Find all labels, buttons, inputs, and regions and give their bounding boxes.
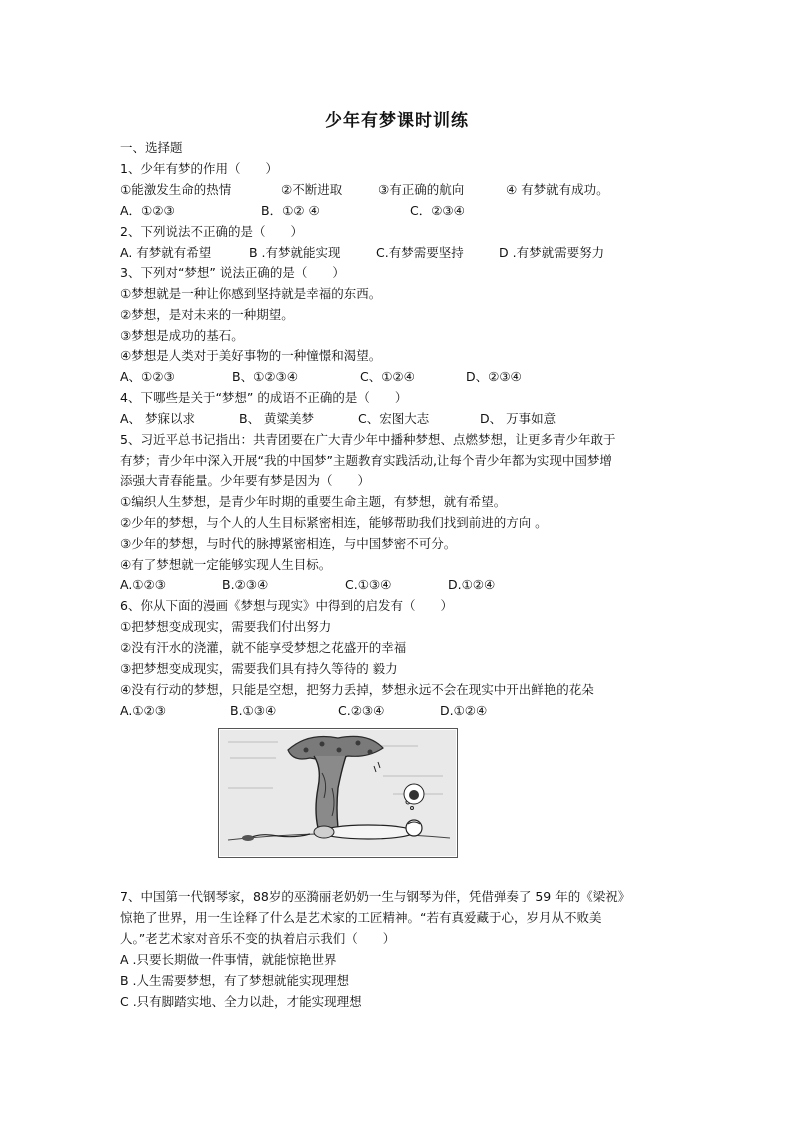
q1-item: ②不断进取 — [281, 182, 343, 197]
q5-item: ④有了梦想就一定能够实现人生目标。 — [120, 557, 332, 572]
page-title: 少年有梦课时训练 — [325, 111, 469, 131]
question-7-stem-line-1: 7、中国第一代钢琴家，88岁的巫漪丽老奶奶一生与钢琴为伴，凭借弹奏了 59 年的《梁祝》 — [120, 889, 631, 904]
q3-option-a: A、①②③ — [120, 369, 175, 384]
q1-item: ④ 有梦就有成功。 — [506, 182, 609, 197]
q6-option-c: C.②③④ — [338, 703, 385, 718]
q5-item: ①编织人生梦想，是青少年时期的重要生命主题，有梦想，就有希望。 — [120, 494, 507, 509]
q7-option-b: B .人生需要梦想，有了梦想就能实现理想 — [120, 973, 350, 988]
tree-sleeping-boy-illustration — [218, 728, 458, 858]
q1-item: ③有正确的航向 — [378, 182, 465, 197]
q2-option-d: D .有梦就需要努力 — [499, 245, 605, 260]
q3-option-c: C、①②④ — [360, 369, 415, 384]
dream-vs-reality-cartoon — [218, 728, 458, 858]
question-7-stem-line-3: 人。”老艺术家对音乐不变的执着启示我们（ ） — [120, 931, 396, 946]
q1-option-b: B．①② ④ — [261, 203, 320, 218]
q3-item: ②梦想，是对未来的一种期望。 — [120, 307, 294, 322]
q6-item: ②没有汗水的浇灌，就不能享受梦想之花盛开的幸福 — [120, 640, 407, 655]
q3-item: ①梦想就是一种让你感到坚持就是幸福的东西。 — [120, 286, 382, 301]
q2-option-b: B .有梦就能实现 — [249, 245, 341, 260]
q6-item: ①把梦想变成现实，需要我们付出努力 — [120, 619, 332, 634]
q5-option-d: D.①②④ — [448, 577, 496, 592]
q4-option-a: A、 梦寐以求 — [120, 411, 196, 426]
q5-option-c: C.①③④ — [345, 577, 392, 592]
section-heading: 一、选择题 — [120, 140, 183, 155]
q6-item: ④没有行动的梦想，只能是空想，把努力丢掉，梦想永远不会在现实中开出鲜艳的花朵 — [120, 682, 594, 697]
q2-option-c: C.有梦需要坚持 — [376, 245, 464, 260]
question-5-stem-line-2: 有梦；青少年中深入开展“我的中国梦”主题教育实践活动,让每个青少年都为实现中国梦增 — [120, 453, 612, 468]
q3-option-d: D、②③④ — [466, 369, 522, 384]
question-4-stem: 4、下哪些是关于“梦想” 的成语不正确的是（ ） — [120, 390, 408, 405]
q4-option-d: D、 万事如意 — [480, 411, 557, 426]
question-7-stem-line-2: 惊艳了世界，用一生诠释了什么是艺术家的工匠精神。“若有真爱藏于心，岁月从不败美 — [120, 910, 602, 925]
q3-option-b: B、①②③④ — [232, 369, 298, 384]
q2-option-a: A. 有梦就有希望 — [120, 245, 212, 260]
q5-item: ③少年的梦想，与时代的脉搏紧密相连，与中国梦密不可分。 — [120, 536, 457, 551]
q3-item: ③梦想是成功的基石。 — [120, 328, 244, 343]
q5-option-b: B.②③④ — [222, 577, 269, 592]
q4-option-c: C、宏图大志 — [358, 411, 430, 426]
q7-option-a: A .只要长期做一件事情，就能惊艳世界 — [120, 952, 337, 967]
q1-option-c: C．②③④ — [410, 203, 465, 218]
q1-option-a: A．①②③ — [120, 203, 175, 218]
q7-option-c: C .只有脚踏实地、全力以赴，才能实现理想 — [120, 994, 362, 1009]
q1-item: ①能激发生命的热情 — [120, 182, 232, 197]
q5-item: ②少年的梦想，与个人的人生目标紧密相连，能够帮助我们找到前进的方向 。 — [120, 515, 548, 530]
q6-option-a: A.①②③ — [120, 703, 166, 718]
q6-option-d: D.①②④ — [440, 703, 488, 718]
question-2-stem: 2、下列说法不正确的是（ ） — [120, 224, 303, 239]
q5-option-a: A.①②③ — [120, 577, 166, 592]
q6-option-b: B.①③④ — [230, 703, 277, 718]
q6-item: ③把梦想变成现实，需要我们具有持久等待的 毅力 — [120, 661, 398, 676]
question-3-stem: 3、下列对“梦想” 说法正确的是（ ） — [120, 265, 345, 280]
question-1-stem: 1、少年有梦的作用（ ） — [120, 161, 278, 176]
question-6-stem: 6、你从下面的漫画《梦想与现实》中得到的启发有（ ） — [120, 598, 453, 613]
q4-option-b: B、 黄粱美梦 — [239, 411, 315, 426]
q3-item: ④梦想是人类对于美好事物的一种憧憬和渴望。 — [120, 348, 382, 363]
question-5-stem-line-3: 添强大青春能量。少年要有梦是因为（ ） — [120, 473, 371, 488]
question-5-stem-line-1: 5、习近平总书记指出：共青团要在广大青少年中播种梦想、点燃梦想，让更多青少年敢于 — [120, 432, 616, 447]
